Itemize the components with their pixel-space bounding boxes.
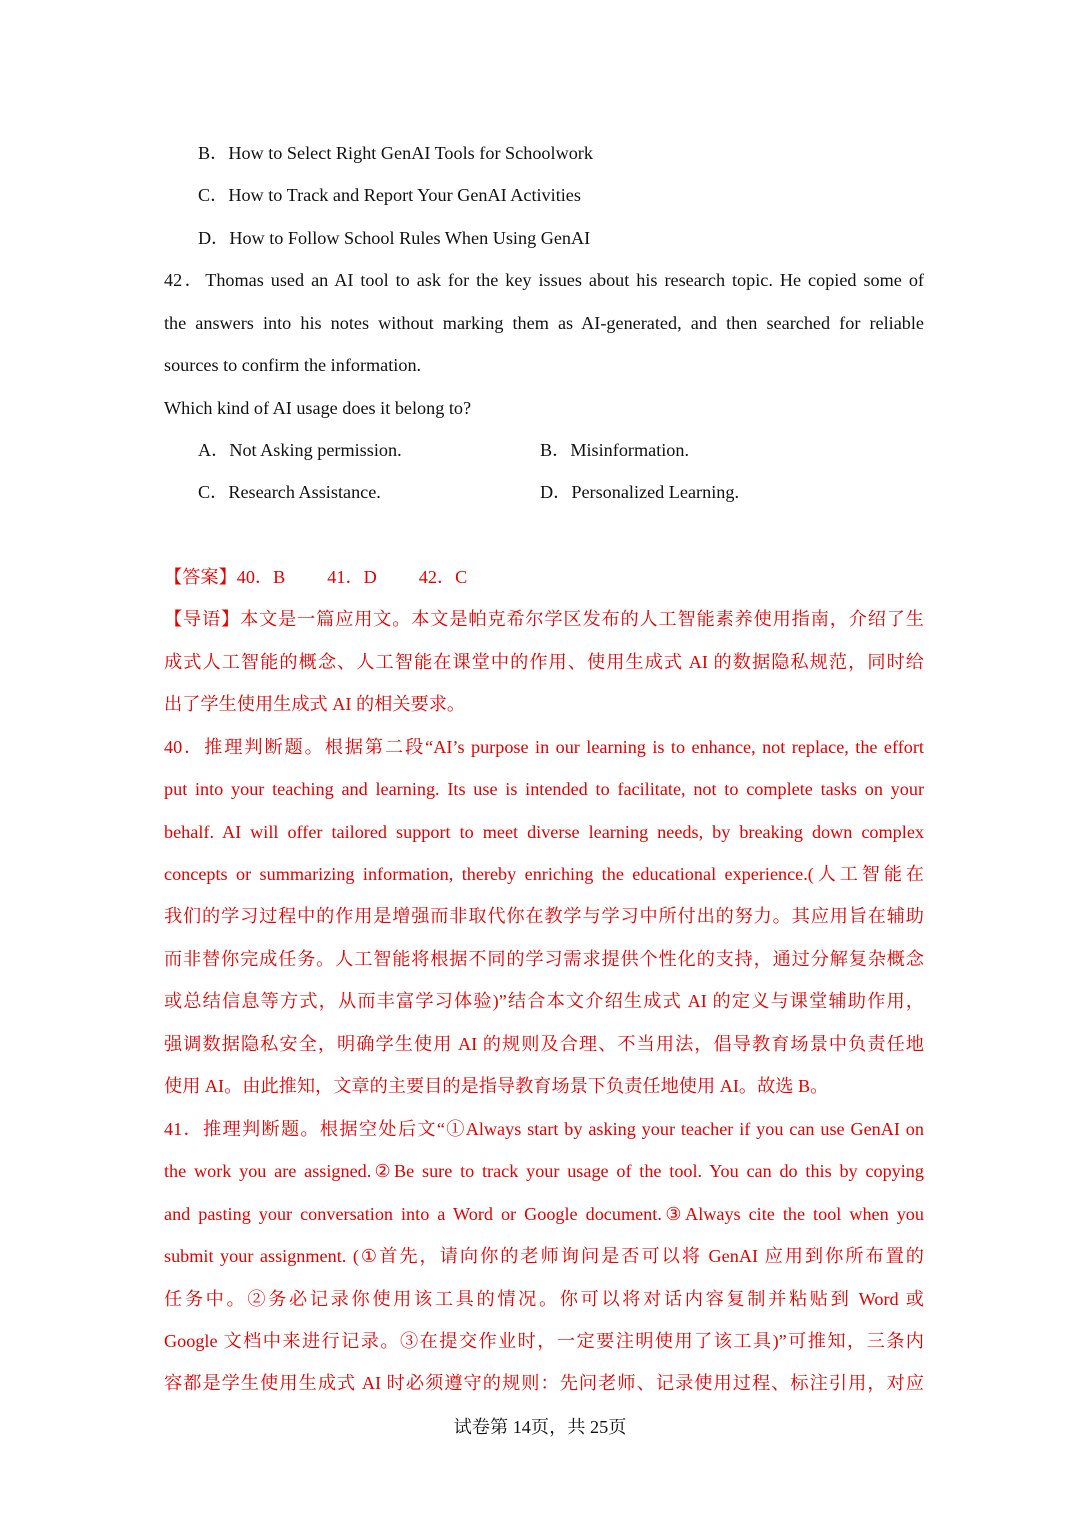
q41-option-d: [198, 226, 958, 250]
option-letter: C．: [198, 185, 229, 205]
option-letter: D．: [540, 482, 572, 502]
option-text: Research Assistance.: [228, 482, 381, 502]
intro-line: 成式人工智能的概念、人工智能在课堂中的作用、使用生成式 AI 的数据隐私规范，同时给: [164, 652, 924, 672]
analysis40-line: 使用 AI。由此推知，文章的主要目的是指导教育场景下负责任地使用 AI。故选 B。: [164, 1076, 829, 1096]
option-text: Not Asking permission.: [229, 440, 402, 460]
option-letter: B．: [540, 440, 571, 460]
analysis40-line: put into your teaching and learning. Its use is intended to facilitate, not to complete tasks on your: [164, 779, 924, 799]
option-text: How to Follow School Rules When Using GenAI: [229, 228, 591, 248]
analysis40-line: 强调数据隐私安全，明确学生使用 AI 的规则及合理、不当用法，倡导教育场景中负责任地: [164, 1034, 924, 1054]
intro-tag: 【导语】: [164, 609, 241, 629]
analysis41-line: 任务中。②务必记录你使用该工具的情况。你可以将对话内容复制并粘贴到 Word 或: [164, 1289, 924, 1309]
q42-prompt: Which kind of AI usage does it belong to?: [164, 398, 472, 418]
q42-option-b: [540, 438, 920, 462]
intro-line: [164, 607, 924, 631]
answer-item: 42．C: [418, 567, 468, 587]
option-text: How to Select Right GenAI Tools for Schoolwork: [228, 143, 593, 163]
option-letter: D．: [198, 228, 230, 248]
page-footer: 试卷第 14页，共 25页: [453, 1417, 627, 1437]
analysis40-line: 40．推理判断题。根据第二段“AI’s purpose in our learning is to enhance, not replace, the effort: [164, 737, 924, 757]
intro-line: 出了学生使用生成式 AI 的相关要求。: [164, 694, 466, 714]
q41-option-b: [198, 141, 958, 165]
option-letter: C．: [198, 482, 229, 502]
answer-key: [164, 565, 924, 589]
analysis41-line: 41．推理判断题。根据空处后文“①Always start by asking your teacher if you can use GenAI on: [164, 1119, 924, 1139]
analysis40-line: 而非替你完成任务。人工智能将根据不同的学习需求提供个性化的支持，通过分解复杂概念: [164, 949, 924, 969]
q42-option-d: [540, 480, 920, 504]
analysis41-line: 容都是学生使用生成式 AI 时必须遵守的规则：先问老师、记录使用过程、标注引用，对应: [164, 1373, 924, 1393]
q41-option-c: [198, 183, 958, 207]
analysis41-line: and pasting your conversation into a Word or Google document.③Always cite the tool when you: [164, 1204, 924, 1224]
option-letter: B．: [198, 143, 229, 163]
analysis40-line: 我们的学习过程中的作用是增强而非取代你在教学与学习中所付出的努力。其应用旨在辅助: [164, 906, 924, 926]
q42-option-c: [198, 480, 528, 504]
analysis41-line: submit your assignment. (①首先，请向你的老师询问是否可以将 GenAI 应用到你所布置的: [164, 1246, 924, 1266]
option-text: How to Track and Report Your GenAI Activities: [228, 185, 581, 205]
answer-item: 41．D: [327, 567, 377, 587]
q42-stem-line: the answers into his notes without marking them as AI-generated, and then searched for reliable: [164, 313, 924, 333]
option-text: Personalized Learning.: [571, 482, 739, 502]
option-text: Misinformation.: [570, 440, 690, 460]
analysis41-line: Google 文档中来进行记录。③在提交作业时，一定要注明使用了该工具)”可推知，三条内: [164, 1331, 924, 1351]
q42-stem-line: 42．Thomas used an AI tool to ask for the key issues about his research topic. He copied some of: [164, 270, 924, 290]
q42-option-a: [198, 438, 528, 462]
q42-stem-line: sources to confirm the information.: [164, 355, 422, 375]
answer-tag: 【答案】: [164, 567, 237, 587]
answer-item: 40．B: [236, 567, 286, 587]
intro-text: 本文是一篇应用文。本文是帕克希尔学区发布的人工智能素养使用指南，介绍了生: [240, 609, 924, 629]
analysis40-line: 或总结信息等方式，从而丰富学习体验)”结合本文介绍生成式 AI 的定义与课堂辅助作用，: [164, 991, 924, 1011]
analysis40-line: concepts or summarizing information, thereby enriching the educational experience.(人工智能在: [164, 864, 924, 884]
option-letter: A．: [198, 440, 230, 460]
analysis41-line: the work you are assigned.②Be sure to track your usage of the tool. You can do this by copying: [164, 1161, 924, 1181]
analysis40-line: behalf. AI will offer tailored support to meet diverse learning needs, by breaking down complex: [164, 822, 924, 842]
